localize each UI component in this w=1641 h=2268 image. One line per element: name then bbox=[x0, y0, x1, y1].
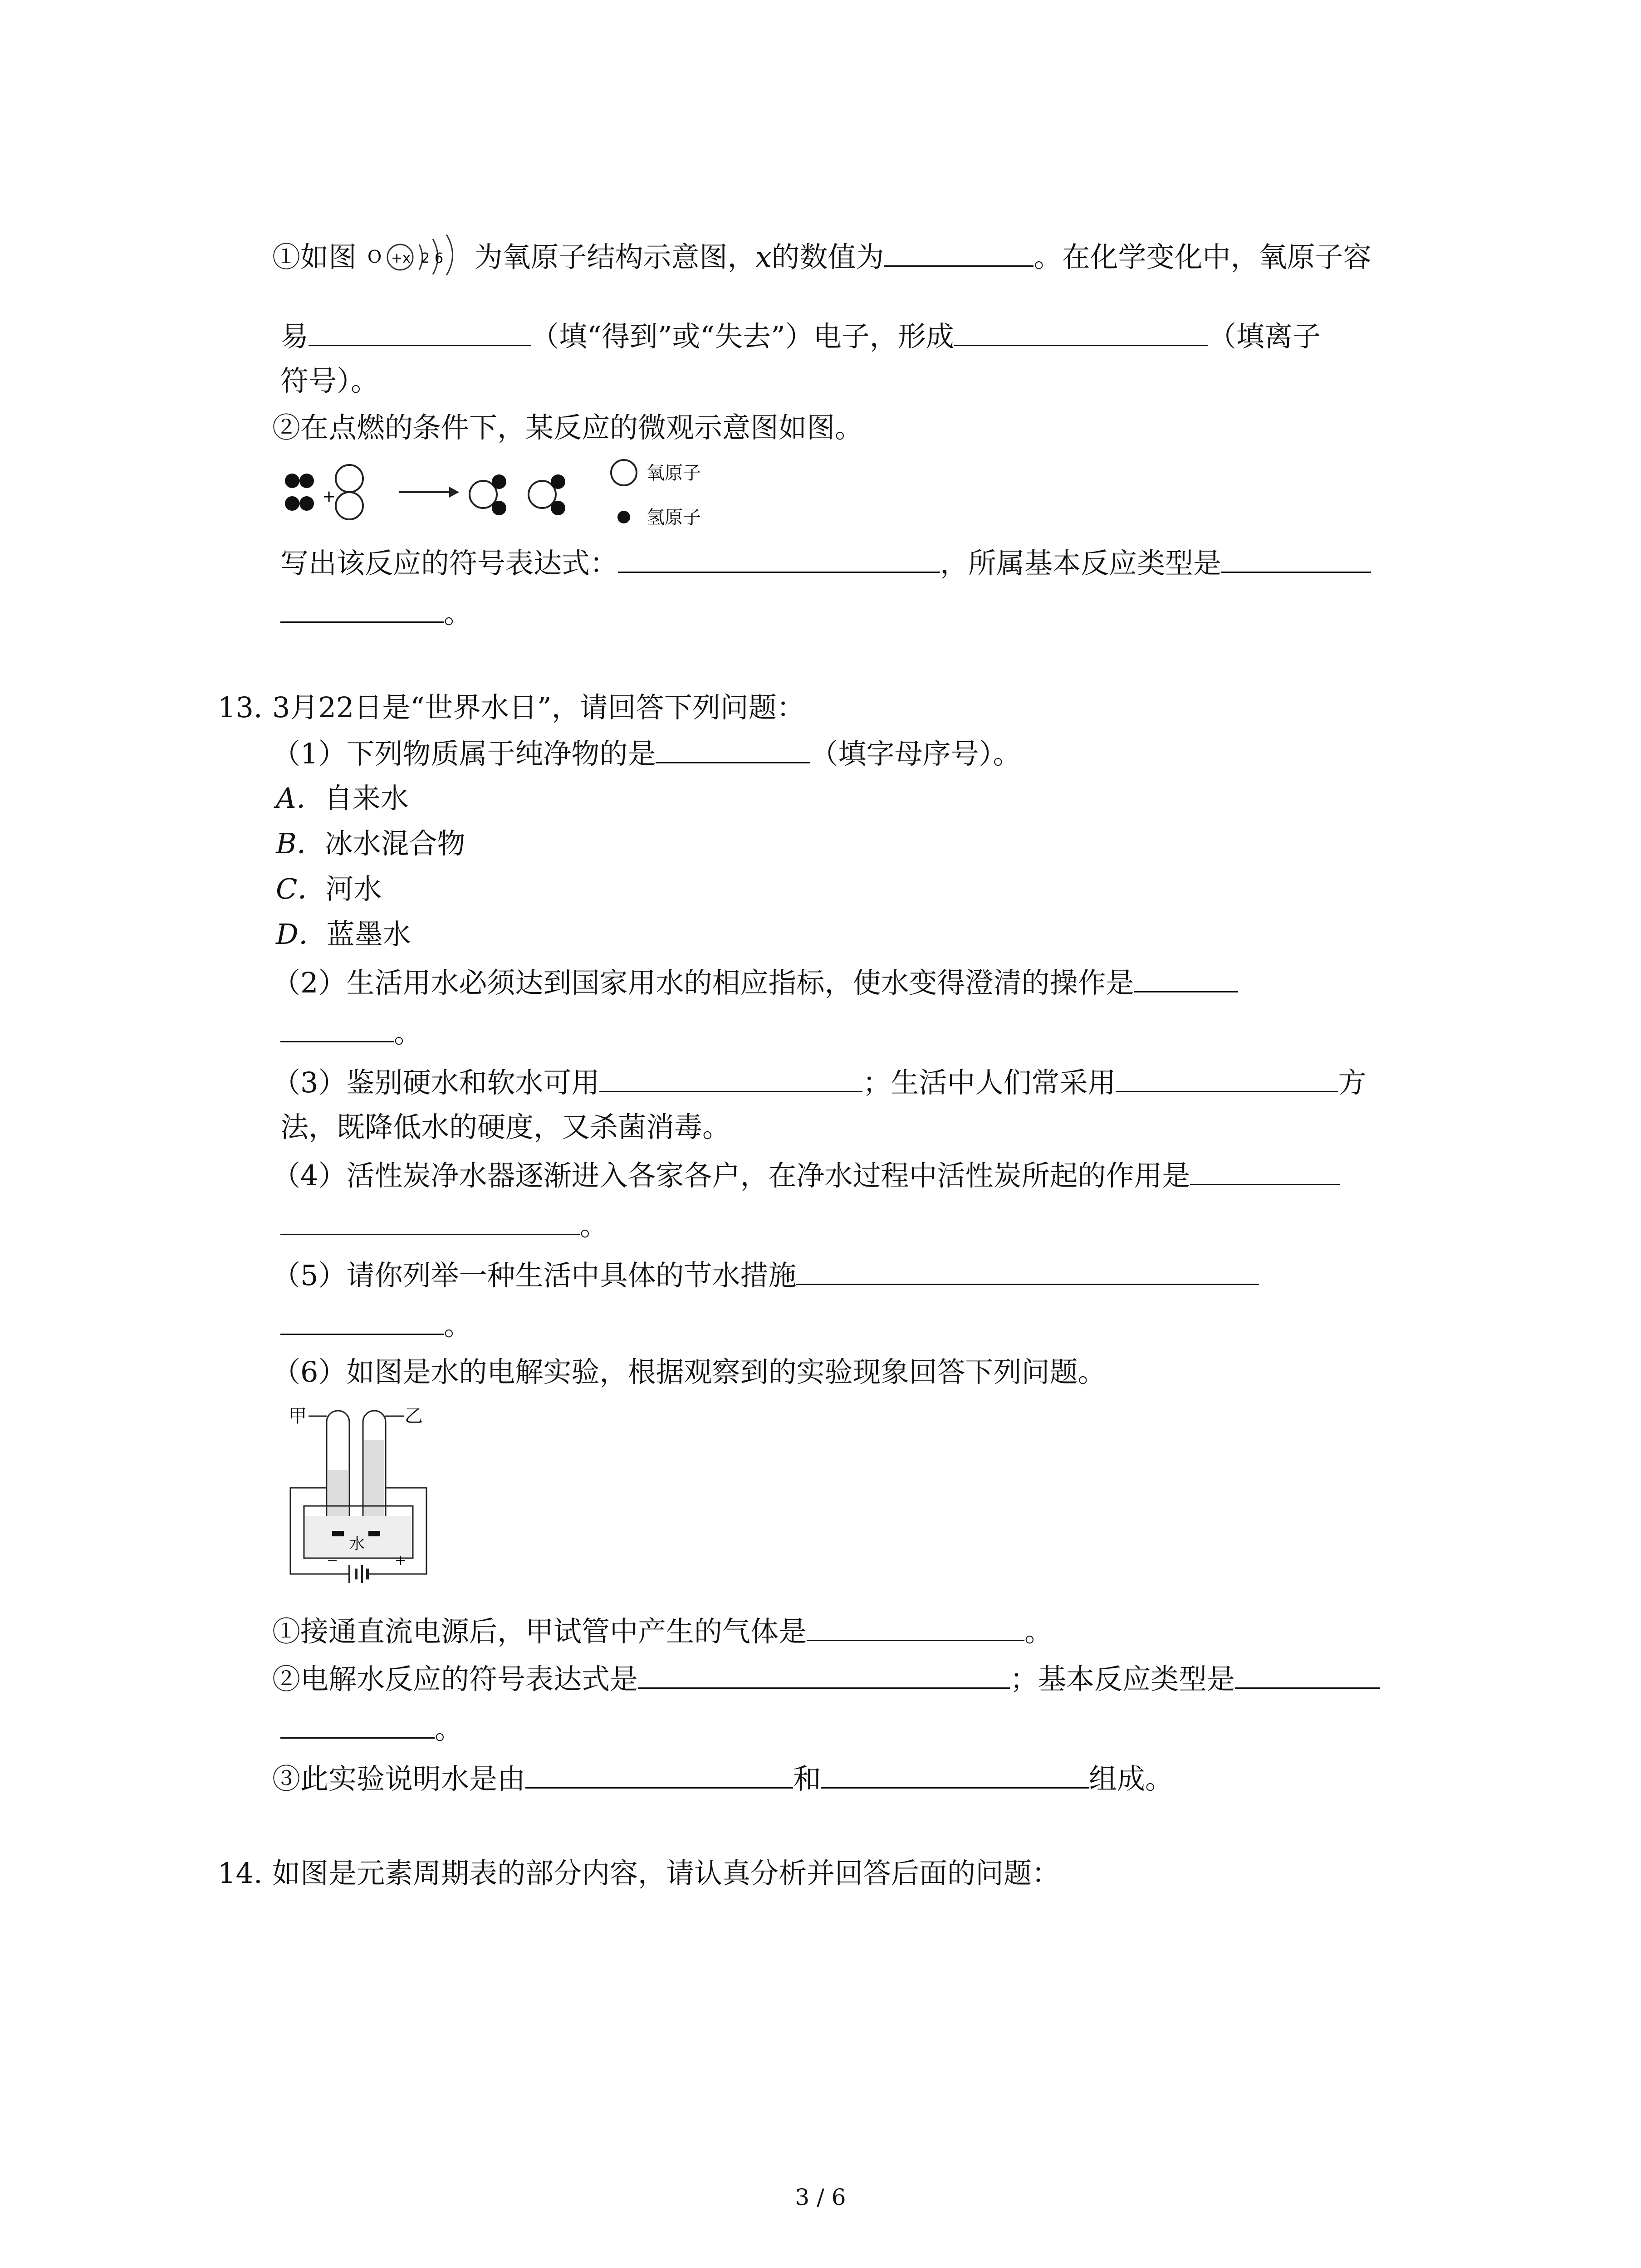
option-letter: D． bbox=[276, 918, 327, 951]
positive-terminal: + bbox=[395, 1553, 407, 1569]
hydrogen-atom bbox=[299, 496, 314, 511]
q13-answer1 bbox=[272, 1613, 1053, 1650]
blank-electrolysis-expression[interactable] bbox=[638, 1660, 1010, 1689]
question-13-intro: 3月22日是“世界水日”，请回答下列问题： bbox=[272, 691, 805, 724]
page-number: 3 / 6 bbox=[795, 2184, 846, 2210]
water-label: 水 bbox=[349, 1535, 365, 1553]
q13-answer2-cont bbox=[280, 1710, 463, 1747]
blank-clarify-operation-cont[interactable] bbox=[280, 1014, 394, 1042]
text: 。 bbox=[394, 1016, 422, 1049]
text: （填“得到”或“失去”）电子，形成 bbox=[531, 320, 954, 353]
blank-hard-soft-water[interactable] bbox=[599, 1064, 862, 1092]
blank-element-1[interactable] bbox=[525, 1760, 793, 1789]
hydrogen-atom bbox=[299, 474, 314, 488]
blank-element-2[interactable] bbox=[821, 1760, 1089, 1789]
text: （3）鉴别硬水和软水可用 bbox=[272, 1066, 600, 1099]
oxygen-atom bbox=[336, 465, 363, 492]
blank-ion-symbol[interactable] bbox=[954, 318, 1208, 346]
text: （填离子 bbox=[1208, 320, 1321, 353]
text: （1）下列物质属于纯净物的是 bbox=[272, 737, 656, 770]
q13-sub1 bbox=[272, 735, 1021, 772]
water-hydrogen-atom bbox=[492, 474, 506, 489]
q13-sub4-cont bbox=[280, 1207, 608, 1244]
tube-yi-label: 乙 bbox=[405, 1406, 423, 1427]
q13-sub6: （6）如图是水的电解实验，根据观察到的实验现象回答下列问题。 bbox=[272, 1355, 1106, 1388]
text: 。在化学变化中，氧原子容 bbox=[1034, 240, 1372, 274]
text: （填字母序号）。 bbox=[810, 737, 1021, 770]
text: ①接通直流电源后，甲试管中产生的气体是 bbox=[272, 1615, 807, 1648]
shell2-count: 6 bbox=[434, 250, 443, 266]
blank-electrolysis-type-cont[interactable] bbox=[280, 1710, 435, 1739]
q12-line2 bbox=[280, 318, 1321, 355]
text: 。 bbox=[444, 1309, 472, 1342]
blank-gain-lose[interactable] bbox=[309, 318, 531, 346]
water-hydrogen-atom bbox=[492, 501, 506, 515]
text: 的数值为 bbox=[771, 240, 884, 274]
q12-line6 bbox=[280, 594, 472, 631]
arrow-head bbox=[449, 487, 459, 498]
nucleus-charge: +x bbox=[391, 250, 411, 266]
blank-gas-jia[interactable] bbox=[807, 1613, 1024, 1641]
variable-x: x bbox=[755, 240, 772, 274]
blank-activated-carbon-role[interactable] bbox=[1190, 1157, 1340, 1185]
option-text: 蓝墨水 bbox=[326, 918, 411, 951]
q13-sub3 bbox=[272, 1064, 1366, 1101]
tube-jia-label: 甲 bbox=[289, 1406, 307, 1427]
option-text: 河水 bbox=[325, 872, 382, 905]
water-hydrogen-atom bbox=[551, 501, 565, 515]
option-d[interactable] bbox=[276, 916, 411, 953]
question-14-text: 如图是元素周期表的部分内容，请认真分析并回答后面的问题： bbox=[272, 1857, 1060, 1890]
option-letter: B． bbox=[276, 827, 325, 860]
electrode-right bbox=[368, 1531, 380, 1536]
text: 。 bbox=[580, 1209, 608, 1242]
blank-clarify-operation[interactable] bbox=[1134, 964, 1238, 992]
text: 组成。 bbox=[1089, 1762, 1174, 1795]
option-c[interactable] bbox=[276, 871, 382, 907]
text: 写出该反应的符号表达式： bbox=[280, 547, 618, 580]
text: ；生活中人们常采用 bbox=[862, 1066, 1116, 1099]
blank-reaction-type[interactable] bbox=[1221, 544, 1371, 573]
negative-terminal: − bbox=[327, 1553, 338, 1569]
atom-label: O bbox=[367, 246, 382, 267]
text: 和 bbox=[793, 1762, 822, 1795]
text: （5）请你列举一种生活中具体的节水措施 bbox=[272, 1259, 797, 1292]
text: （2）生活用水必须达到国家用水的相应指标，使水变得澄清的操作是 bbox=[272, 966, 1134, 999]
text: 。 bbox=[1024, 1615, 1053, 1648]
shell-arc-3 bbox=[446, 235, 453, 275]
q12-line4: ②在点燃的条件下，某反应的微观示意图如图。 bbox=[272, 411, 863, 444]
q13-sub5-cont bbox=[280, 1306, 472, 1344]
blank-softening-method[interactable] bbox=[1116, 1064, 1338, 1092]
text: 易 bbox=[280, 320, 309, 353]
blank-water-saving-cont[interactable] bbox=[280, 1306, 444, 1335]
text: ①如图 bbox=[272, 240, 357, 274]
q13-sub5 bbox=[272, 1256, 1259, 1294]
text: 。 bbox=[444, 596, 472, 630]
blank-water-saving[interactable] bbox=[796, 1256, 1259, 1285]
text: ③此实验说明水是由 bbox=[272, 1762, 526, 1795]
text: ，所属基本反应类型是 bbox=[940, 547, 1222, 580]
question-13-number: 13. bbox=[218, 691, 263, 724]
reaction-micro-diagram bbox=[277, 458, 749, 540]
option-a[interactable] bbox=[276, 780, 409, 816]
oxygen-atom-structure-diagram bbox=[366, 235, 465, 275]
legend-oxygen-label: 氧原子 bbox=[647, 463, 701, 484]
option-letter: C． bbox=[276, 872, 326, 905]
q12-line5 bbox=[280, 544, 1371, 582]
oxygen-atom bbox=[336, 492, 363, 519]
legend-oxygen-icon bbox=[611, 460, 637, 485]
question-14-number: 14. bbox=[218, 1857, 263, 1890]
q13-sub2 bbox=[272, 964, 1238, 1001]
q13-sub3-cont: 法，既降低水的硬度，又杀菌消毒。 bbox=[280, 1110, 731, 1144]
hydrogen-atom bbox=[285, 474, 299, 488]
blank-activated-carbon-role-cont[interactable] bbox=[280, 1207, 580, 1235]
blank-pure-substance[interactable] bbox=[656, 735, 810, 763]
q13-sub2-cont bbox=[280, 1014, 422, 1051]
option-letter: A． bbox=[276, 782, 324, 815]
text: （4）活性炭净水器逐渐进入各家各户，在净水过程中活性炭所起的作用是 bbox=[272, 1159, 1190, 1192]
option-text: 冰水混合物 bbox=[324, 827, 465, 860]
blank-reaction-type-cont[interactable] bbox=[280, 594, 444, 623]
text: 为氧原子结构示意图， bbox=[474, 240, 756, 274]
q13-answer2 bbox=[272, 1660, 1380, 1697]
blank-symbol-expression[interactable] bbox=[618, 544, 940, 573]
q13-answer3 bbox=[272, 1760, 1173, 1797]
hydrogen-atom bbox=[285, 496, 299, 511]
blank-x-value[interactable] bbox=[884, 238, 1034, 267]
plus-sign: + bbox=[322, 487, 336, 506]
water-electrolysis-diagram bbox=[281, 1397, 472, 1606]
option-b[interactable] bbox=[276, 826, 465, 862]
water-hydrogen-atom bbox=[551, 474, 565, 489]
q12-line1 bbox=[272, 238, 1371, 275]
q13-sub4 bbox=[272, 1157, 1340, 1194]
legend-hydrogen-label: 氢原子 bbox=[647, 507, 701, 528]
shell1-count: 2 bbox=[421, 250, 430, 266]
text: 方 bbox=[1338, 1066, 1367, 1099]
text: ；基本反应类型是 bbox=[1010, 1662, 1235, 1696]
text: ②电解水反应的符号表达式是 bbox=[272, 1662, 638, 1696]
option-text: 自来水 bbox=[324, 782, 409, 815]
text: 。 bbox=[435, 1712, 463, 1745]
legend-hydrogen-icon bbox=[617, 511, 630, 523]
q12-line3: 符号）。 bbox=[280, 364, 379, 397]
electrode-left bbox=[332, 1531, 344, 1536]
blank-electrolysis-type[interactable] bbox=[1235, 1660, 1380, 1689]
